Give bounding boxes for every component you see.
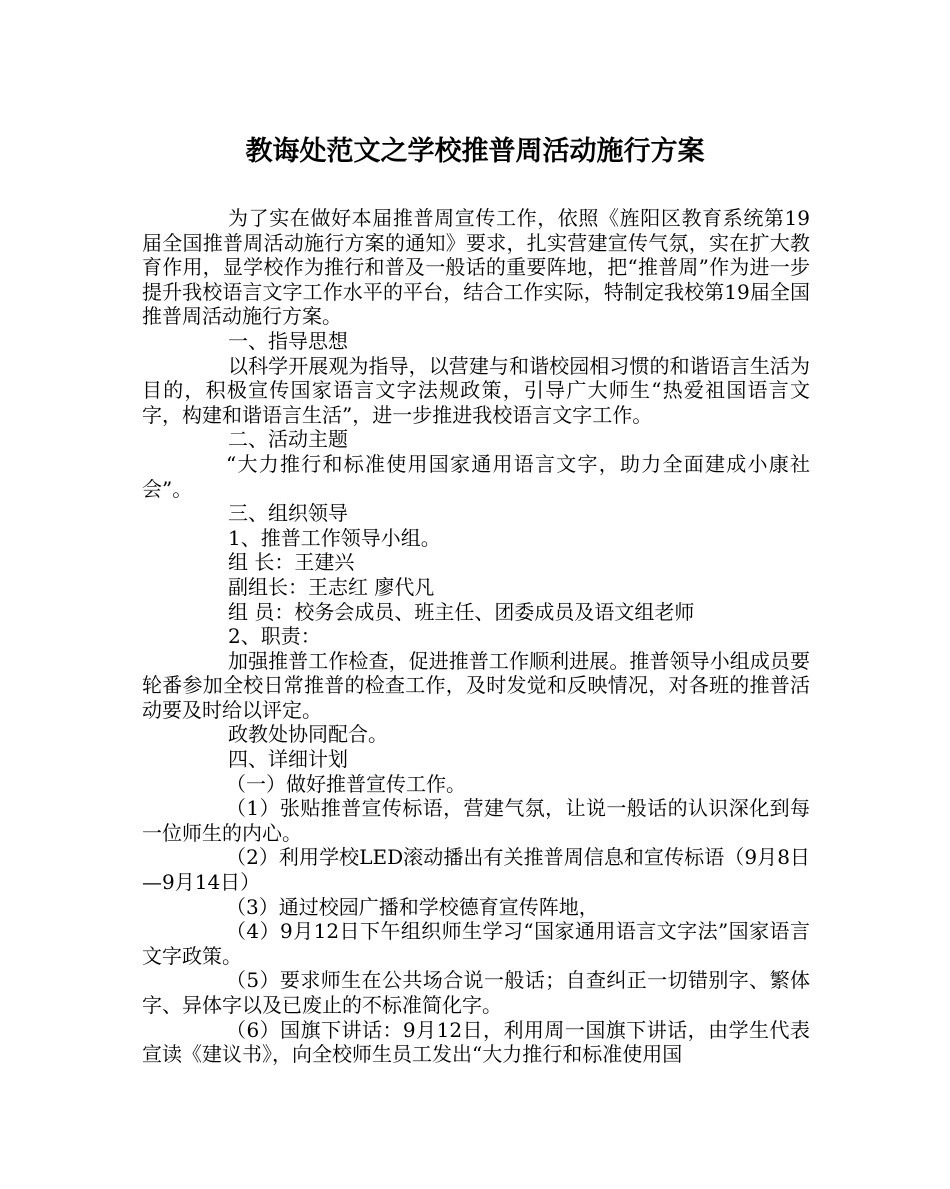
paragraph-intro: 为了实在做好本届推普周宣传工作，依照《旌阳区教育系统第19届全国推普周活动施行方案的通知》要求，扎实营建宣传气氛，实在扩大教育作用，显学校作为推行和普及一般话的重要阵地，把“推普周”作为进一步提升我校语言文字工作水平的平台，结合工作实际，特制定我校第19届全国推普周活动施行方案。: [142, 206, 810, 329]
document-title: 教诲处范文之学校推普周活动施行方案: [245, 136, 705, 167]
heading-guiding-thought: 一、指导思想: [228, 328, 348, 353]
paragraph-cooperation: 政教处协同配合。: [228, 722, 388, 747]
paragraph-group-leader: 组 长：王建兴: [228, 550, 355, 575]
document-body: [142, 206, 810, 1067]
paragraph-plan-item-1: （1）张贴推普宣传标语，营建气氛，让说一般话的认识深化到每一位师生的内心。: [142, 796, 810, 845]
paragraph-plan-item-5: （5）要求师生在公共场合说一般话；自查纠正一切错别字、繁体字、异体字以及已废止的不标准简化字。: [142, 968, 810, 1017]
paragraph-duties: 加强推普工作检查，促进推普工作顺利进展。推普领导小组成员要轮番参加全校日常推普的检查工作，及时发觉和反映情况，对各班的推普活动要及时给以评定。: [142, 648, 810, 722]
paragraph-group-members: 组 员：校务会成员、班主任、团委成员及语文组老师: [228, 599, 695, 624]
paragraph-guiding-thought: 以科学开展观为指导，以营建与和谐校园相习惯的和谐语言生活为目的，积极宣传国家语言文字法规政策，引导广大师生“热爱祖国语言文字，构建和谐语言生活”，进一步推进我校语言文字工作。: [142, 353, 810, 427]
paragraph-leading-group: 1、推普工作领导小组。: [228, 525, 441, 550]
paragraph-plan-item-4: （4）9月12日下午组织师生学习“国家通用语言文字法”国家语言文字政策。: [142, 919, 810, 968]
heading-organization: 三、组织领导: [228, 501, 348, 526]
heading-detailed-plan: 四、详细计划: [228, 747, 348, 772]
paragraph-activity-theme: “大力推行和标准使用国家通用语言文字，助力全面建成小康社会”。: [142, 451, 810, 501]
paragraph-plan-item-6: （6）国旗下讲话：9月12日，利用周一国旗下讲话，由学生代表宣读《建议书》，向全校师生员工发出“大力推行和标准使用国: [142, 1017, 810, 1067]
paragraph-plan-item-3: （3）通过校园广播和学校德育宣传阵地，: [226, 894, 599, 919]
paragraph-deputy-leader: 副组长：王志红 廖代凡: [228, 574, 435, 599]
paragraph-plan-item-2: （2）利用学校LED滚动播出有关推普周信息和宣传标语（9月8日—9月14日）: [142, 845, 810, 895]
paragraph-plan-1: （一）做好推普宣传工作。: [226, 771, 466, 796]
paragraph-duties-heading: 2、职责：: [228, 624, 321, 649]
heading-activity-theme: 二、活动主题: [228, 427, 348, 452]
